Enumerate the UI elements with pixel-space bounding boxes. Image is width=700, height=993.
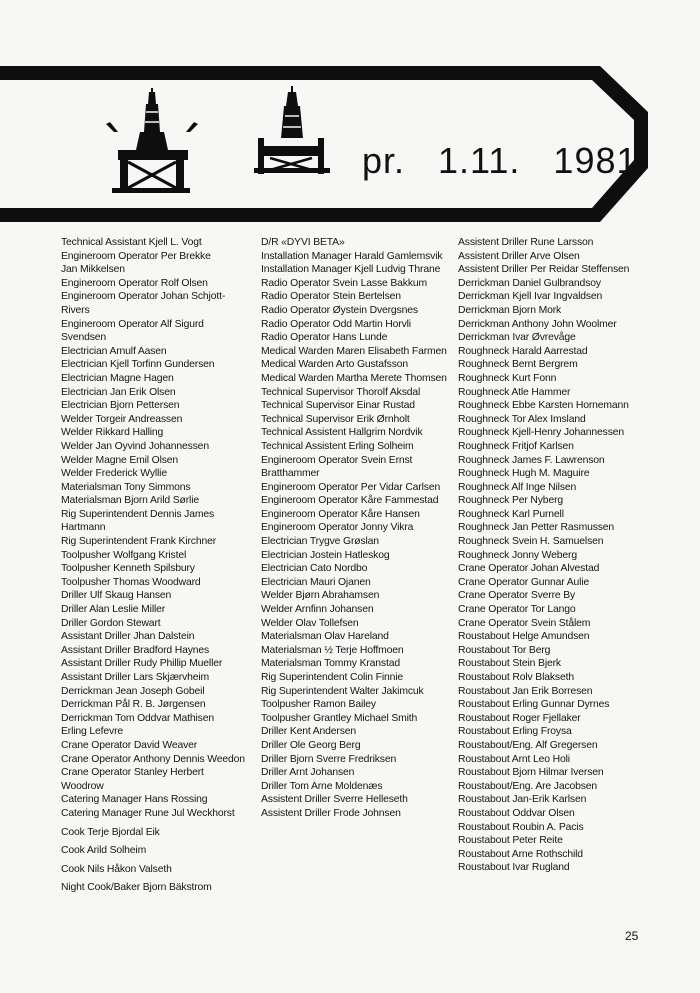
roster-entry: Cook Arild Solheim [61, 845, 147, 857]
roster-entry: Materialsman ½ Terje Hoffmoen [261, 644, 404, 656]
roster-entry: Driller Alan Leslie Miller [61, 604, 166, 616]
roster-entry: Crane Operator Anthony Dennis Weedon [61, 753, 245, 765]
roster-entry: Electrician Kjell Torfinn Gundersen [61, 359, 215, 371]
roster-entry: Assistent Driller Per Reidar Steffensen [458, 264, 630, 276]
roster-entry: Driller Kent Andersen [261, 726, 357, 738]
roster-entry: Driller Arnt Johansen [261, 767, 355, 779]
roster-entry: Toolpusher Thomas Woodward [61, 576, 201, 588]
roster-entry: Roughneck Ebbe Karsten Hornemann [458, 400, 629, 412]
roster-entry: Technical Assistant Kjell L. Vogt [61, 237, 202, 248]
roster-entry: Electrician Trygve Grøslan [261, 536, 379, 548]
roster-entry: Roughneck Atle Hammer [458, 386, 571, 398]
roster-entry: Welder Jan Oyvind Johannessen [61, 440, 209, 452]
roster-entry: Medical Warden Arto Gustafsson [261, 359, 409, 371]
roster-entry: Roustabout Oddvar Olsen [458, 807, 575, 819]
roster-column-3 [458, 236, 648, 875]
roster-entry: Jan Mikkelsen [61, 264, 125, 276]
roster-entry: Engineroom Operator Kåre Fammestad [261, 495, 439, 507]
roster-entry: Welder Rikkard Halling [61, 427, 164, 439]
roster-entry: Roughneck Kurt Fonn [458, 372, 557, 384]
roster-entry: Radio Operator Stein Bertelsen [261, 291, 401, 303]
roster-entry: Derrickman Anthony John Woolmer [458, 318, 617, 330]
roster-entry: Roustabout/Eng. Are Jacobsen [458, 780, 598, 792]
roster-entry: Electrician Bjorn Pettersen [61, 400, 180, 412]
roster-entry: Roustabout/Eng. Alf Gregersen [458, 739, 598, 751]
roster-entry: Welder Torgeir Andreassen [61, 413, 183, 425]
roster-entry: Driller Tom Arne Moldenæs [261, 780, 383, 792]
roster-entry: Assistant Driller Bradford Haynes [61, 644, 210, 656]
roster-entry: Medical Warden Maren Elisabeth Farmen [261, 345, 447, 357]
roster-entry: Crane Operator David Weaver [61, 739, 198, 751]
roster-entry: Roustabout Roger Fjellaker [458, 712, 581, 724]
roster-entry: Engineroom Operator Jonny Vikra [261, 522, 414, 534]
roster-entry: Radio Operator Svein Lasse Bakkum [261, 277, 428, 289]
roster-entry: Engineroom Operator Rolf Olsen [61, 277, 208, 289]
roster-entry: Crane Operator Sverre By [458, 590, 576, 602]
roster-entry: Assistant Driller Rudy Phillip Mueller [61, 658, 223, 670]
roster-entry: Derrickman Daniel Gulbrandsoy [458, 277, 601, 289]
roster-entry: Roustabout Peter Reite [458, 835, 563, 847]
roster-entry: Toolpusher Wolfgang Kristel [61, 549, 187, 561]
roster-entry: Derrickman Pål R. B. Jørgensen [61, 699, 206, 711]
roster-entry: Rig Superintendent Dennis James Hartmann [61, 508, 215, 534]
roster-entry: Radio Operator Øystein Dvergsnes [261, 304, 418, 316]
roster-entry: Roughneck Kjell-Henry Johannessen [458, 427, 625, 439]
roster-entry: Installation Manager Kjell Ludvig Thrane [261, 264, 441, 276]
roster-entry: Medical Warden Martha Merete Thomsen [261, 372, 447, 384]
roster-entry: Radio Operator Odd Martin Horvli [261, 318, 411, 330]
roster-entry: Roughneck Harald Aarrestad [458, 345, 588, 357]
roster-entry: Crane Operator Tor Lango [458, 604, 576, 616]
roster-entry: Assistent Driller Sverre Helleseth [261, 794, 408, 806]
roster-entry: Roughneck Alf Inge Nilsen [458, 481, 577, 493]
roster-entry: Electrician Jan Erik Olsen [61, 386, 176, 398]
roster-entry: Roughneck Tor Alex Imsland [458, 413, 586, 425]
roster-entry: Engineroom Operator Per Vidar Carlsen [261, 481, 441, 493]
roster-entry: Toolpusher Kenneth Spilsbury [61, 563, 195, 575]
roster-entry: Welder Olav Tollefsen [261, 617, 359, 629]
roster-entry: Engineroom Operator Kåre Hansen [261, 508, 420, 520]
roster-entry: Welder Arnfinn Johansen [261, 604, 374, 616]
roster-entry: Electrician Mauri Ojanen [261, 576, 371, 588]
roster-entry: Roustabout Erling Gunnar Dyrnes [458, 699, 610, 711]
roster-entry: Crane Operator Svein Stålem [458, 617, 591, 629]
roster-entry: Derrickman Jean Joseph Gobeil [61, 685, 205, 697]
roster-entry: Roughneck James F. Lawrenson [458, 454, 605, 466]
roster-column-2 [261, 236, 447, 821]
roster-entry: Engineroom Operator Johan Schjott-Rivers [61, 291, 226, 316]
roster-entry: Roughneck Jan Petter Rasmussen [458, 522, 615, 534]
roster-entry: Technical Supervisor Thorolf Aksdal [261, 386, 421, 398]
roster-entry: Technical Supervisor Erik Ørnholt [261, 413, 410, 425]
roster-entry: Roughneck Karl Purnell [458, 508, 564, 520]
roster-entry: Driller Gordon Stewart [61, 617, 161, 629]
roster-entry: Catering Manager Rune Jul Weckhorst [61, 807, 235, 819]
roster-entry: Cook Terje Bjordal Eik [61, 826, 160, 838]
roster-entry: Welder Frederick Wyllie [61, 468, 167, 480]
roster-entry: Night Cook/Baker Bjorn Bäkstrom [61, 882, 212, 894]
roster-entry: Technical Assistent Hallgrim Nordvik [261, 427, 423, 439]
roster-entry: Rig Superintendent Walter Jakimcuk [261, 685, 424, 697]
roster-entry: Cook Nils Håkon Valseth [61, 863, 172, 875]
roster-entry: Materialsman Tommy Kranstad [261, 658, 400, 670]
roster-entry: Welder Magne Emil Olsen [61, 454, 179, 466]
roster-entry: Roustabout Tor Berg [458, 644, 551, 656]
roster-entry: Roustabout Erling Froysa [458, 726, 572, 738]
roster-entry: Roustabout Rolv Blakseth [458, 672, 574, 683]
roster-entry: Roustabout Helge Amundsen [458, 631, 590, 643]
roster-entry: Engineroom Operator Svein Ernst Bratthammer [261, 454, 413, 480]
roster-entry: Derrickman Bjorn Mork [458, 304, 562, 316]
roster-entry: Rig Superintendent Colin Finnie [261, 672, 404, 683]
roster-entry: Catering Manager Hans Rossing [61, 794, 208, 806]
roster-entry: Assistant Driller Jhan Dalstein [61, 631, 195, 643]
roster-entry: Electrician Jostein Hatleskog [261, 549, 390, 561]
roster-entry: Roustabout Bjorn Hilmar Iversen [458, 767, 604, 779]
roster-entry: Assistent Driller Arve Olsen [458, 250, 580, 262]
roster-entry: Roustabout Stein Bjerk [458, 658, 561, 670]
roster-entry: Materialsman Tony Simmons [61, 481, 191, 493]
roster-entry: Roughneck Jonny Weberg [458, 549, 577, 561]
roster-entry: Installation Manager Harald Gamlemsvik [261, 250, 443, 262]
roster-entry: Roughneck Hugh M. Maguire [458, 468, 590, 480]
roster-entry: Roustabout Ivar Rugland [458, 862, 570, 874]
roster-entry: Electrician Cato Nordbo [261, 563, 368, 575]
roster-entry: Derrickman Ivar Øvrevåge [458, 332, 576, 344]
roster-entry: Technical Supervisor Einar Rustad [261, 400, 415, 412]
roster-entry: Assistent Driller Frode Johnsen [261, 807, 401, 819]
roster-entry: D/R «DYVI BETA» [261, 237, 345, 248]
roster-entry: Roustabout Arne Rothschild [458, 848, 583, 860]
page-number: 25 [625, 929, 639, 943]
roster-entry: Driller Ulf Skaug Hansen [61, 590, 172, 602]
roster-entry: Driller Ole Georg Berg [261, 739, 361, 751]
roster-entry: Crane Operator Stanley Herbert Woodrow [61, 767, 204, 792]
roster-entry: Toolpusher Ramon Bailey [261, 699, 376, 711]
roster-entry: Electrician Arnulf Aasen [61, 345, 167, 357]
roster-entry: Welder Bjørn Abrahamsen [261, 590, 380, 602]
roster-entry: Roughneck Bernt Bergrem [458, 359, 578, 371]
roster-entry: Roughneck Svein H. Samuelsen [458, 536, 604, 548]
roster-entry: Assistent Driller Rune Larsson [458, 237, 594, 248]
roster-entry: Driller Bjorn Sverre Fredriksen [261, 753, 397, 765]
roster-entry: Engineroom Operator Per Brekke [61, 250, 211, 262]
roster-entry: Assistant Driller Lars Skjærvheim [61, 672, 210, 683]
roster-entry: Erling Lefevre [61, 726, 124, 738]
roster-entry: Radio Operator Hans Lunde [261, 332, 388, 344]
roster-entry: Rig Superintendent Frank Kirchner [61, 536, 217, 548]
roster-entry: Roustabout Jan-Erik Karlsen [458, 794, 587, 806]
roster-entry: Engineroom Operator Alf Sigurd Svendsen [61, 318, 204, 344]
header-banner [0, 0, 700, 240]
roster-entry: Electrician Magne Hagen [61, 372, 174, 384]
roster-entry: Technical Assistent Erling Solheim [261, 440, 414, 452]
roster-entry: Roustabout Roubin A. Pacis [458, 821, 584, 833]
date-heading: pr. 1.11. 1981 [362, 140, 638, 181]
roster-entry: Toolpusher Grantley Michael Smith [261, 712, 418, 724]
roster-entry: Roustabout Jan Erik Borresen [458, 685, 593, 697]
roster-entry: Roughneck Fritjof Karlsen [458, 440, 574, 452]
roster-entry: Roughneck Per Nyberg [458, 495, 564, 507]
roster-entry: Crane Operator Johan Alvestad [458, 563, 600, 575]
roster-entry: Roustabout Arnt Leo Holi [458, 753, 570, 765]
roster-entry: Crane Operator Gunnar Aulie [458, 576, 590, 588]
roster-entry: Materialsman Bjorn Arild Sørlie [61, 495, 199, 507]
roster-entry: Materialsman Olav Hareland [261, 631, 389, 643]
roster-column-1 [61, 236, 246, 895]
roster-entry: Derrickman Kjell Ivar Ingvaldsen [458, 291, 603, 303]
roster-entry: Derrickman Tom Oddvar Mathisen [61, 712, 214, 724]
